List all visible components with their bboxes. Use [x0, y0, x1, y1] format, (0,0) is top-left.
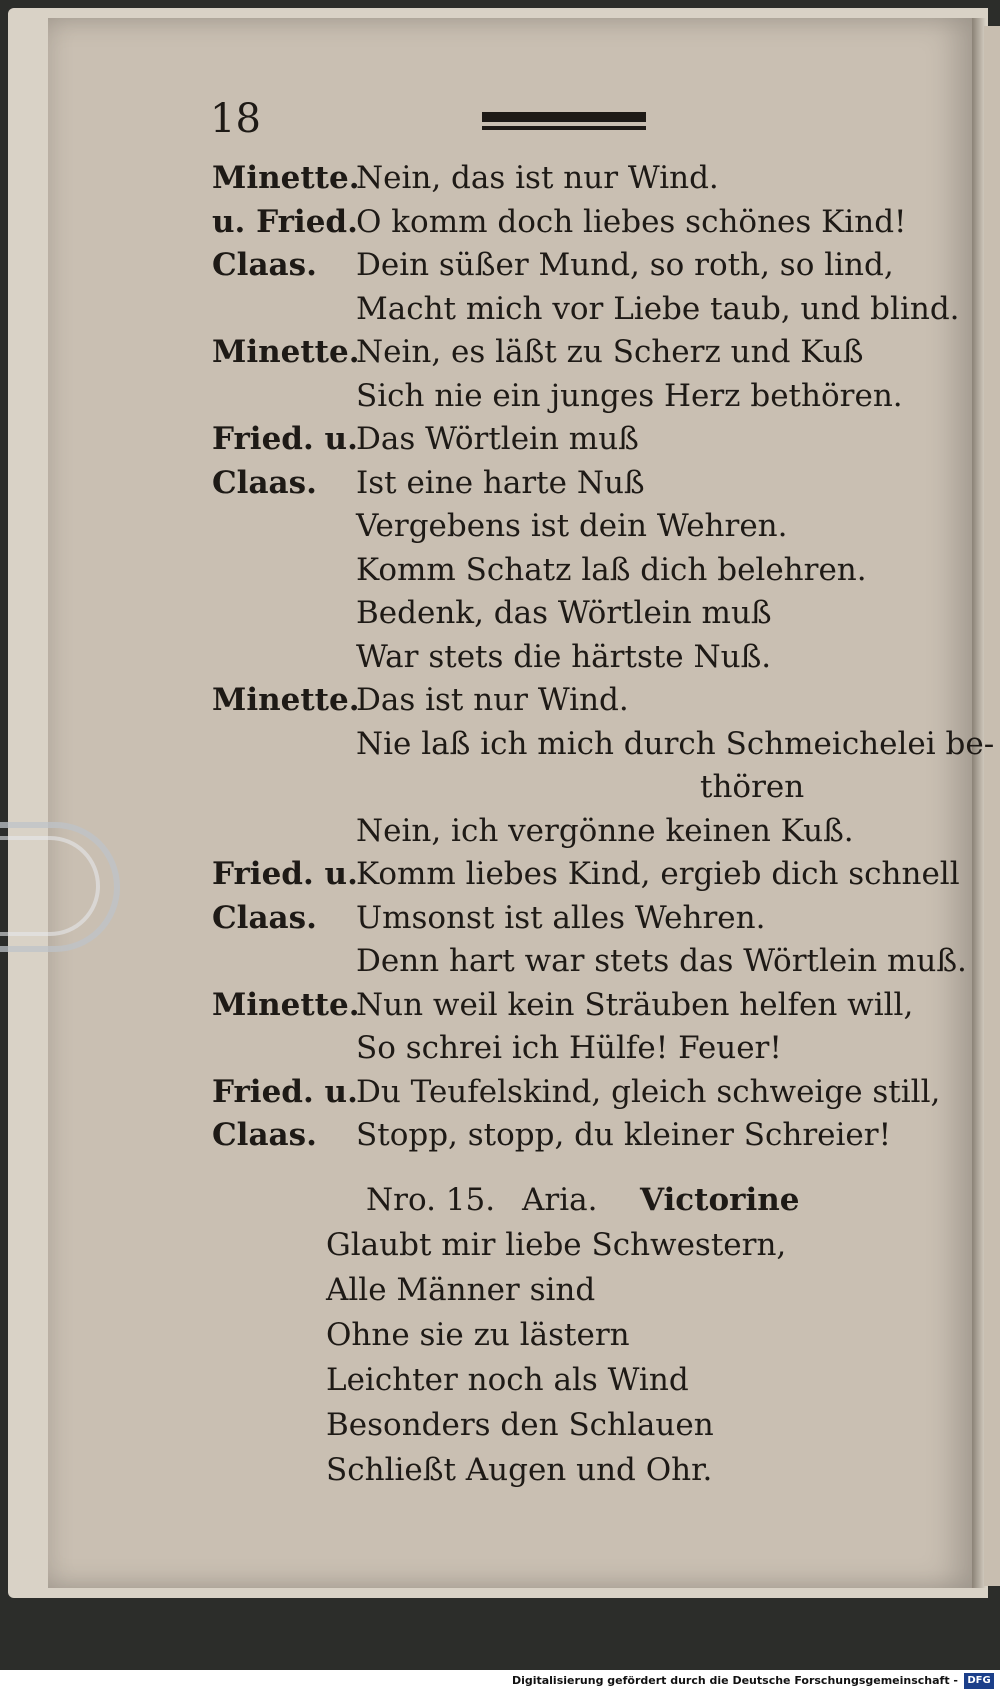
speaker-name: u. Fried.	[212, 203, 358, 240]
dialogue-line: Nein, ich vergönne keinen Kuß.	[356, 812, 854, 849]
dialogue-line: Nein, das ist nur Wind.	[356, 160, 719, 196]
dialogue-line: O komm doch liebes schönes Kind!	[356, 203, 907, 240]
aria-heading-number: Nro. 15.	[366, 1182, 496, 1218]
dialogue-line: thören	[700, 769, 805, 805]
dialogue-line: Das Wörtlein muß	[356, 421, 639, 457]
dialogue-line: Nun weil kein Sträuben helfen will,	[356, 986, 914, 1023]
speaker-name: Claas.	[212, 464, 317, 501]
speaker-name: Fried. u.	[212, 856, 358, 892]
aria-heading-title: Aria.	[522, 1182, 598, 1218]
dialogue-line: Stopp, stopp, du kleiner Schreier!	[356, 1117, 892, 1153]
dialogue-line: Komm liebes Kind, ergieb dich schnell	[356, 856, 960, 892]
aria-heading-singer: Victorine	[640, 1182, 800, 1218]
dialogue-line: Komm Schatz laß dich belehren.	[356, 551, 867, 588]
speaker-name: Minette.	[212, 986, 360, 1023]
dialogue-line: Nein, es läßt zu Scherz und Kuß	[356, 334, 864, 370]
speaker-name: Minette.	[212, 160, 360, 196]
digitization-footer	[0, 1670, 1000, 1695]
dialogue-line: Bedenk, das Wörtlein muß	[356, 595, 772, 631]
aria-line: Glaubt mir liebe Schwestern,	[326, 1227, 787, 1263]
paper-clip-inner	[0, 836, 100, 936]
dialogue-line: Das ist nur Wind.	[356, 682, 629, 718]
footer-text: Digitalisierung gefördert durch die Deutsche Forschungsgemeinschaft -	[511, 1674, 958, 1687]
speaker-name: Claas.	[212, 899, 317, 936]
dialogue-line: Ist eine harte Nuß	[356, 464, 645, 501]
dialogue-line: Denn hart war stets das Wörtlein muß.	[356, 943, 967, 979]
dialogue-line: War stets die härtste Nuß.	[356, 638, 772, 675]
aria-line: Besonders den Schlauen	[326, 1407, 714, 1443]
page-number: 18	[210, 96, 261, 142]
dialogue-line: Du Teufelskind, gleich schweige still,	[356, 1073, 941, 1110]
aria-line: Alle Männer sind	[326, 1272, 596, 1308]
speaker-name: Fried. u.	[212, 1073, 358, 1110]
dfg-logo: DFG	[964, 1673, 994, 1689]
dialogue-line: Dein süßer Mund, so roth, so lind,	[356, 247, 894, 283]
speaker-name: Fried. u.	[212, 421, 358, 457]
dialogue-line: So schrei ich Hülfe! Feuer!	[356, 1030, 782, 1066]
dialogue-line: Vergebens ist dein Wehren.	[356, 508, 788, 544]
facing-page-edge	[984, 26, 1000, 1586]
aria-line: Ohne sie zu lästern	[326, 1317, 630, 1353]
dialogue-line: Macht mich vor Liebe taub, und blind.	[356, 290, 960, 327]
dialogue-line: Sich nie ein junges Herz bethören.	[356, 377, 903, 414]
speaker-name: Claas.	[212, 1117, 317, 1153]
speaker-name: Minette.	[212, 682, 360, 718]
header-rule	[482, 112, 646, 122]
aria-line: Schließt Augen und Ohr.	[326, 1452, 713, 1488]
aria-line: Leichter noch als Wind	[326, 1362, 689, 1398]
dialogue-line: Umsonst ist alles Wehren.	[356, 899, 766, 936]
header-rule-thin	[482, 126, 646, 130]
dialogue-line: Nie laß ich mich durch Schmeichelei be-	[356, 725, 995, 762]
speaker-name: Minette.	[212, 334, 360, 370]
speaker-name: Claas.	[212, 247, 317, 283]
